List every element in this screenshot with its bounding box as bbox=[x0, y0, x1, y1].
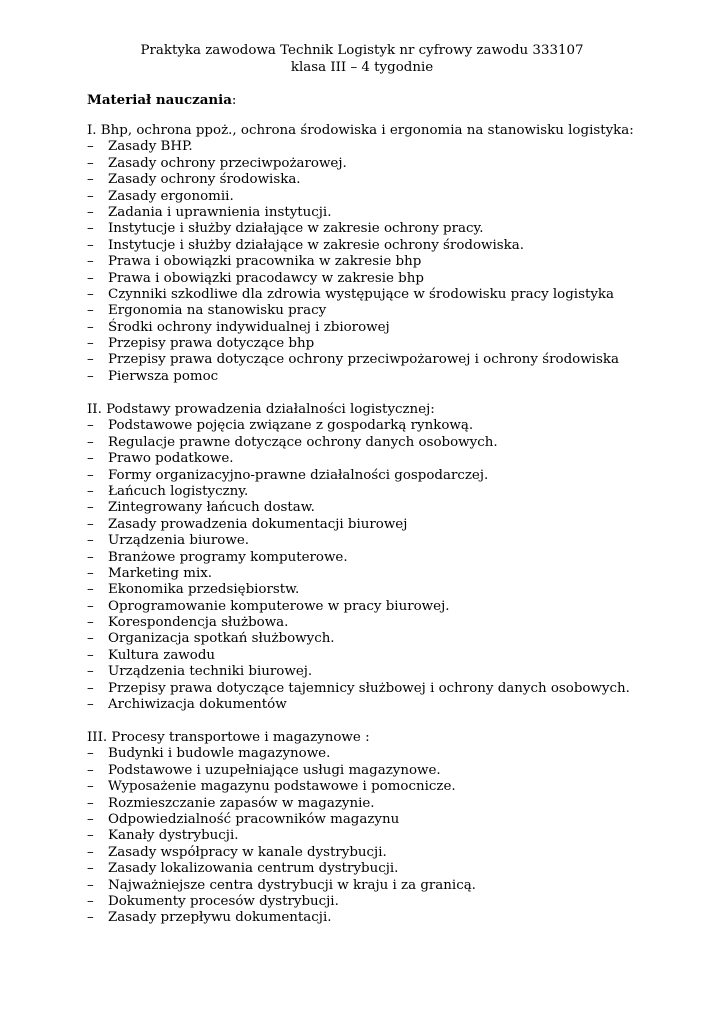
dash-bullet: – bbox=[87, 434, 94, 450]
list-item bbox=[87, 845, 707, 861]
list-item-text: Najważniejsze centra dystrybucji w kraju i za granicą. bbox=[108, 877, 476, 893]
dash-bullet: – bbox=[87, 795, 94, 811]
list-item-text: Zasady ochrony przeciwpożarowej. bbox=[108, 155, 347, 171]
list-item bbox=[87, 697, 707, 713]
list-item-text: Urządzenia biurowe. bbox=[108, 533, 250, 549]
dash-bullet: – bbox=[87, 270, 94, 286]
section-title: III. Procesy transportowe i magazynowe : bbox=[87, 730, 370, 745]
list-item-text: Prawa i obowiązki pracownika w zakresie bhp bbox=[108, 254, 422, 270]
list-item bbox=[87, 533, 707, 549]
list-item bbox=[87, 910, 707, 926]
list-item bbox=[87, 254, 707, 270]
list-item-text: Instytucje i służby działające w zakresie ochrony środowiska. bbox=[108, 237, 524, 253]
list-item bbox=[87, 648, 707, 664]
list-item-text: Pierwsza pomoc bbox=[108, 368, 219, 384]
list-item-text: Zasady przepływu dokumentacji. bbox=[108, 910, 332, 926]
section-2-business-basics bbox=[87, 402, 707, 713]
list-item bbox=[87, 763, 707, 779]
dash-bullet: – bbox=[87, 451, 94, 467]
list-item-text: Regulacje prawne dotyczące ochrony danych osobowych. bbox=[108, 434, 498, 450]
dash-bullet: – bbox=[87, 221, 94, 237]
list-item bbox=[87, 828, 707, 844]
list-item-text: Korespondencja służbowa. bbox=[108, 615, 289, 631]
list-item-text: Archiwizacja dokumentów bbox=[108, 697, 287, 713]
list-item bbox=[87, 205, 707, 221]
list-item-text: Ergonomia na stanowisku pracy bbox=[108, 303, 327, 319]
list-item-text: Zadania i uprawnienia instytucji. bbox=[108, 204, 332, 220]
list-item bbox=[87, 139, 707, 155]
dash-bullet: – bbox=[87, 286, 94, 302]
list-item-text: Oprogramowanie komputerowe w pracy biurowej. bbox=[108, 598, 450, 614]
list-item bbox=[87, 287, 707, 303]
dash-bullet: – bbox=[87, 533, 94, 549]
dash-bullet: – bbox=[87, 500, 94, 516]
dash-bullet: – bbox=[87, 877, 94, 893]
list-item bbox=[87, 582, 707, 598]
dash-bullet: – bbox=[87, 762, 94, 778]
list-item bbox=[87, 221, 707, 237]
list-item bbox=[87, 303, 707, 319]
list-item-text: Przepisy prawa dotyczące ochrony przeciwpożarowej i ochrony środowiska bbox=[108, 352, 619, 368]
dash-bullet: – bbox=[87, 155, 94, 171]
dash-bullet: – bbox=[87, 368, 94, 384]
list-item-text: Branżowe programy komputerowe. bbox=[108, 549, 348, 565]
list-item-text: Prawo podatkowe. bbox=[108, 451, 234, 467]
list-item-text: Kanały dystrybucji. bbox=[108, 828, 239, 844]
list-item bbox=[87, 172, 707, 188]
list-item-text: Dokumenty procesów dystrybucji. bbox=[108, 893, 339, 909]
list-item bbox=[87, 796, 707, 812]
title-line-2: klasa III – 4 tygodnie bbox=[290, 60, 434, 75]
list-item bbox=[87, 336, 707, 352]
list-item-text: Zasady lokalizowania centrum dystrybucji. bbox=[108, 861, 399, 877]
section-items bbox=[87, 746, 707, 926]
list-item bbox=[87, 664, 707, 680]
list-item-text: Odpowiedzialność pracowników magazynu bbox=[108, 811, 400, 827]
list-item-text: Podstawowe pojęcia związane z gospodarką rynkową. bbox=[108, 418, 474, 434]
list-item-text: Prawa i obowiązki pracodawcy w zakresie bhp bbox=[108, 270, 424, 286]
dash-bullet: – bbox=[87, 172, 94, 188]
list-item-text: Czynniki szkodliwe dla zdrowia występujące w środowisku pracy logistyka bbox=[108, 286, 615, 302]
list-item bbox=[87, 746, 707, 762]
materials-heading-colon: : bbox=[231, 93, 237, 108]
list-item bbox=[87, 435, 707, 451]
list-item-text: Budynki i budowle magazynowe. bbox=[108, 746, 331, 762]
section-title: II. Podstawy prowadzenia działalności logistycznej: bbox=[87, 402, 435, 417]
dash-bullet: – bbox=[87, 188, 94, 204]
list-item-text: Kultura zawodu bbox=[108, 647, 216, 663]
list-item-text: Zasady ergonomii. bbox=[108, 188, 234, 204]
list-item-text: Podstawowe i uzupełniające usługi magazynowe. bbox=[108, 762, 441, 778]
list-item bbox=[87, 812, 707, 828]
list-item-text: Rozmieszczanie zapasów w magazynie. bbox=[108, 795, 375, 811]
list-item-text: Zasady współpracy w kanale dystrybucji. bbox=[108, 844, 387, 860]
list-item-text: Łańcuch logistyczny. bbox=[108, 483, 249, 499]
dash-bullet: – bbox=[87, 861, 94, 877]
dash-bullet: – bbox=[87, 779, 94, 795]
list-item-text: Zasady ochrony środowiska. bbox=[108, 172, 301, 188]
dash-bullet: – bbox=[87, 631, 94, 647]
dash-bullet: – bbox=[87, 352, 94, 368]
list-item-text: Środki ochrony indywidualnej i zbiorowej bbox=[108, 319, 390, 335]
dash-bullet: – bbox=[87, 237, 94, 253]
list-item bbox=[87, 566, 707, 582]
list-item bbox=[87, 468, 707, 484]
list-item bbox=[87, 894, 707, 910]
dash-bullet: – bbox=[87, 319, 94, 335]
list-item bbox=[87, 861, 707, 877]
section-items bbox=[87, 418, 707, 713]
section-1-bhp bbox=[87, 123, 707, 385]
list-item bbox=[87, 320, 707, 336]
dash-bullet: – bbox=[87, 582, 94, 598]
dash-bullet: – bbox=[87, 204, 94, 220]
dash-bullet: – bbox=[87, 418, 94, 434]
section-items bbox=[87, 139, 707, 385]
section-3-transport-warehouse bbox=[87, 730, 707, 927]
dash-bullet: – bbox=[87, 598, 94, 614]
list-item bbox=[87, 599, 707, 615]
list-item bbox=[87, 271, 707, 287]
list-item-text: Marketing mix. bbox=[108, 565, 213, 581]
list-item-text: Organizacja spotkań służbowych. bbox=[108, 631, 335, 647]
list-item bbox=[87, 369, 707, 385]
list-item bbox=[87, 238, 707, 254]
list-item-text: Zasady BHP. bbox=[108, 139, 193, 155]
list-item-text: Zintegrowany łańcuch dostaw. bbox=[108, 500, 315, 516]
dash-bullet: – bbox=[87, 893, 94, 909]
list-item-text: Wyposażenie magazynu podstawowe i pomocnicze. bbox=[108, 779, 456, 795]
dash-bullet: – bbox=[87, 516, 94, 532]
dash-bullet: – bbox=[87, 254, 94, 270]
list-item bbox=[87, 550, 707, 566]
list-item bbox=[87, 156, 707, 172]
dash-bullet: – bbox=[87, 483, 94, 499]
dash-bullet: – bbox=[87, 615, 94, 631]
list-item bbox=[87, 878, 707, 894]
dash-bullet: – bbox=[87, 336, 94, 352]
dash-bullet: – bbox=[87, 467, 94, 483]
list-item-text: Przepisy prawa dotyczące tajemnicy służbowej i ochrony danych osobowych. bbox=[108, 680, 630, 696]
list-item bbox=[87, 615, 707, 631]
list-item bbox=[87, 484, 707, 500]
dash-bullet: – bbox=[87, 697, 94, 713]
list-item bbox=[87, 352, 707, 368]
list-item bbox=[87, 517, 707, 533]
dash-bullet: – bbox=[87, 828, 94, 844]
dash-bullet: – bbox=[87, 565, 94, 581]
dash-bullet: – bbox=[87, 844, 94, 860]
list-item bbox=[87, 418, 707, 434]
list-item bbox=[87, 681, 707, 697]
list-item bbox=[87, 189, 707, 205]
list-item-text: Formy organizacyjno-prawne działalności gospodarczej. bbox=[108, 467, 489, 483]
dash-bullet: – bbox=[87, 680, 94, 696]
section-title: I. Bhp, ochrona ppoż., ochrona środowiska i ergonomia na stanowisku logistyka: bbox=[87, 123, 634, 138]
list-item-text: Instytucje i służby działające w zakresie ochrony pracy. bbox=[108, 221, 484, 237]
document-title bbox=[0, 42, 724, 76]
dash-bullet: – bbox=[87, 303, 94, 319]
dash-bullet: – bbox=[87, 647, 94, 663]
title-line-1: Praktyka zawodowa Technik Logistyk nr cyfrowy zawodu 333107 bbox=[140, 43, 584, 58]
list-item bbox=[87, 779, 707, 795]
materials-heading-label: Materiał nauczania bbox=[87, 92, 232, 108]
dash-bullet: – bbox=[87, 139, 94, 155]
dash-bullet: – bbox=[87, 549, 94, 565]
list-item bbox=[87, 500, 707, 516]
list-item bbox=[87, 631, 707, 647]
list-item-text: Ekonomika przedsiębiorstw. bbox=[108, 582, 300, 598]
list-item-text: Przepisy prawa dotyczące bhp bbox=[108, 336, 315, 352]
materials-heading bbox=[87, 92, 236, 109]
dash-bullet: – bbox=[87, 746, 94, 762]
dash-bullet: – bbox=[87, 664, 94, 680]
dash-bullet: – bbox=[87, 811, 94, 827]
dash-bullet: – bbox=[87, 910, 94, 926]
list-item-text: Urządzenia techniki biurowej. bbox=[108, 664, 313, 680]
list-item bbox=[87, 451, 707, 467]
list-item-text: Zasady prowadzenia dokumentacji biurowej bbox=[108, 516, 408, 532]
